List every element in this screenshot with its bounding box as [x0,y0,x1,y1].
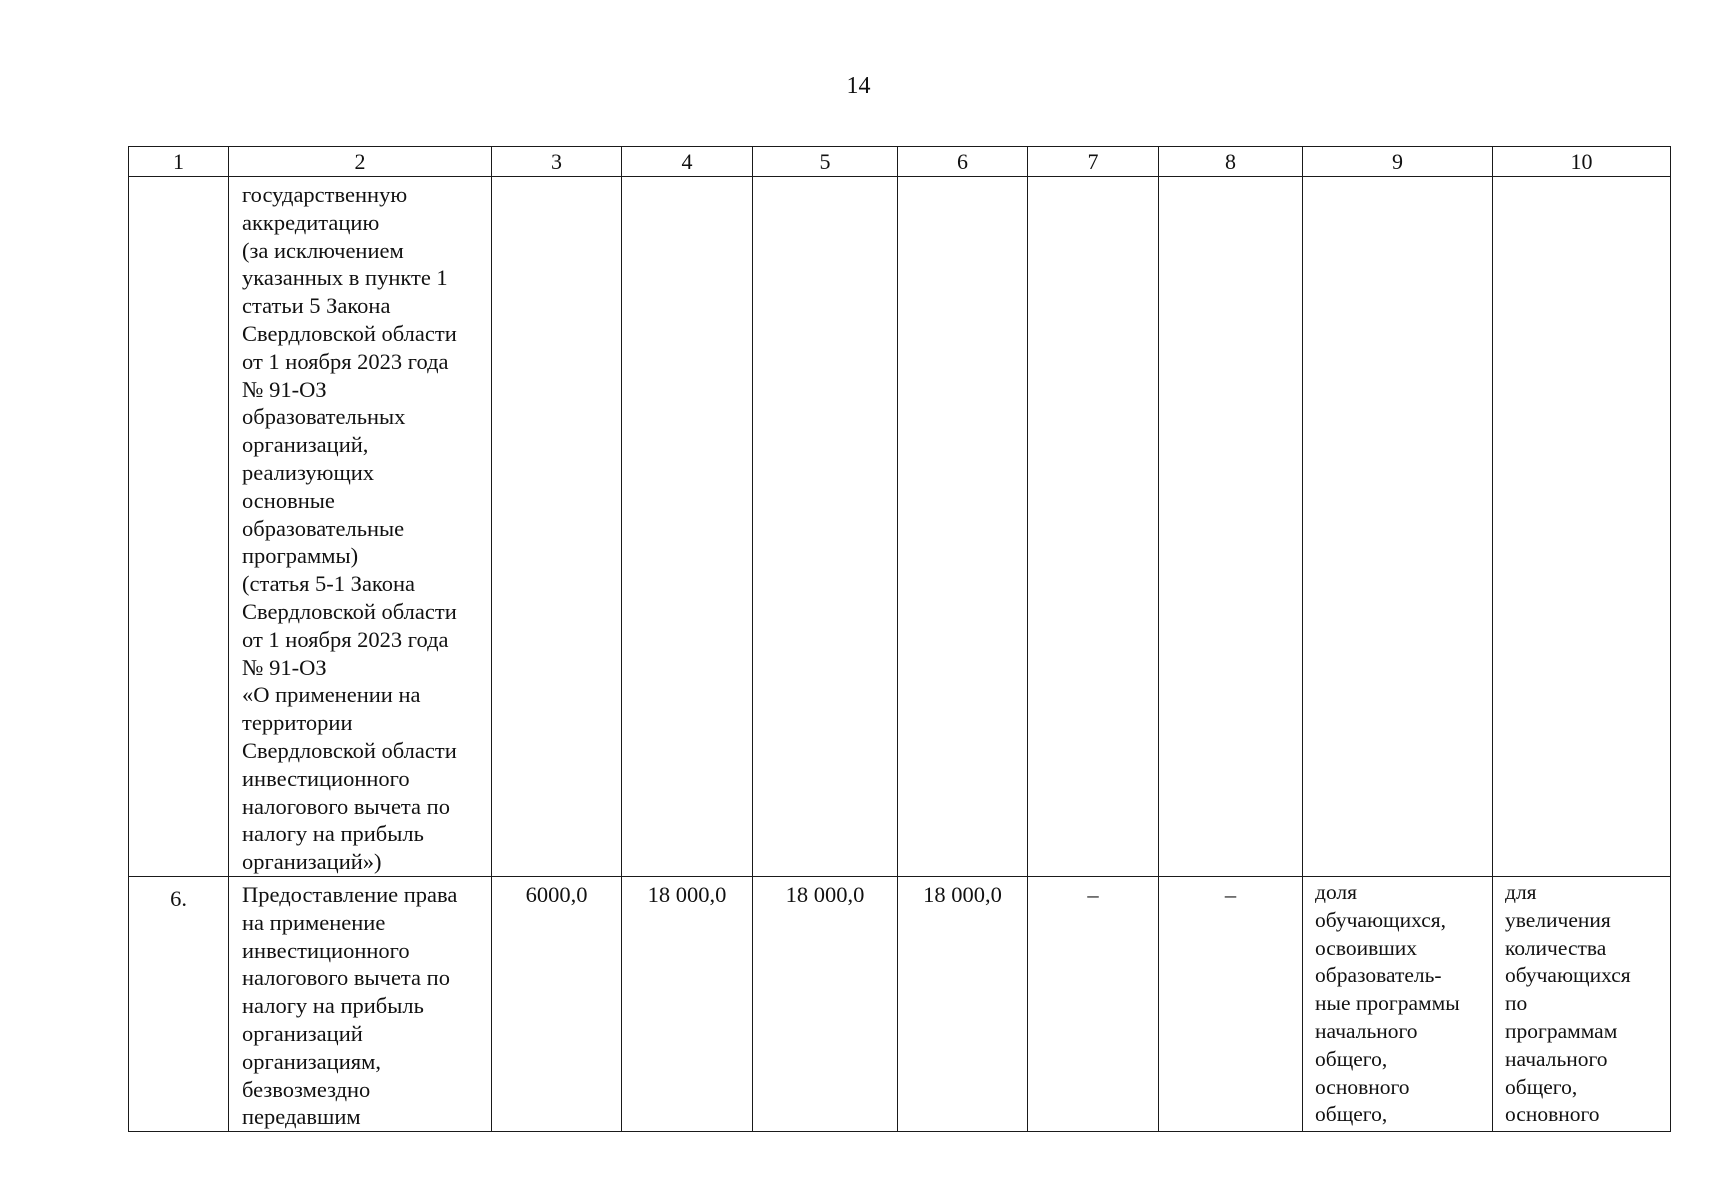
table-row-6 [129,876,1671,1131]
page-number: 14 [846,73,871,99]
column-header-3: 3 [492,147,622,177]
cell-empty [622,177,753,877]
value-col8: – [1224,881,1237,907]
column-header-7: 7 [1028,147,1159,177]
column-header-1: 1 [129,147,229,177]
column-header-2: 2 [229,147,492,177]
cell-empty [1303,177,1493,877]
document-table [128,146,1671,1132]
value-col4: 18 000,0 [647,881,727,907]
column-header-10: 10 [1493,147,1671,177]
column-header-6: 6 [898,147,1028,177]
description-continuation-text: государственную аккредитацию (за исключением указанных в пункте 1 статьи 5 Закона Свердловской области от 1 ноября 2023 года № 91-ОЗ образовательных организаций, реализующих основные образовательные программы) (статья 5-1 Закона Свердловской области от 1 ноября 2023 года № 91-ОЗ «О применении на территории Свердловской области инвестиционного налогового вычета по налогу на прибыль организаций») [242,182,457,875]
cell-col7 [1028,876,1159,1131]
value-col3: 6000,0 [525,881,588,907]
row-number: 6. [170,885,187,911]
table-header-row [129,147,1671,177]
cell-empty [753,177,898,877]
column-header-9: 9 [1303,147,1493,177]
cell-empty [492,177,622,877]
table-row-continuation [129,177,1671,877]
cell-col5 [753,876,898,1131]
description-text: Предоставление права на применение инвестиционного налогового вычета по налогу на прибыль организаций организациям, безвозмездно передавшим [242,881,458,1130]
column-header-4: 4 [622,147,753,177]
value-col5: 18 000,0 [785,881,865,907]
cell-empty [898,177,1028,877]
value-col7: – [1087,881,1099,907]
cell-description [229,876,492,1131]
cell-empty [1159,177,1303,877]
cell-col8 [1159,876,1303,1131]
cell-description-continuation [229,177,492,877]
indicator-text: доля обучающихся, освоивших образователь- ные программы начального общего, основного общего, [1315,879,1460,1127]
column-header-8: 8 [1159,147,1303,177]
cell-empty [1028,177,1159,877]
cell-col3 [492,876,622,1131]
cell-empty [1493,177,1671,877]
value-col6: 18 000,0 [923,881,1002,907]
cell-row-number [129,876,229,1131]
cell-col4 [622,876,753,1131]
cell-col10 [1493,876,1671,1131]
cell-col9 [1303,876,1493,1131]
cell-empty [129,177,229,877]
cell-col6 [898,876,1028,1131]
column-header-5: 5 [753,147,898,177]
purpose-text: для увеличения количества обучающихся по программам начального общего, основного [1505,879,1631,1127]
